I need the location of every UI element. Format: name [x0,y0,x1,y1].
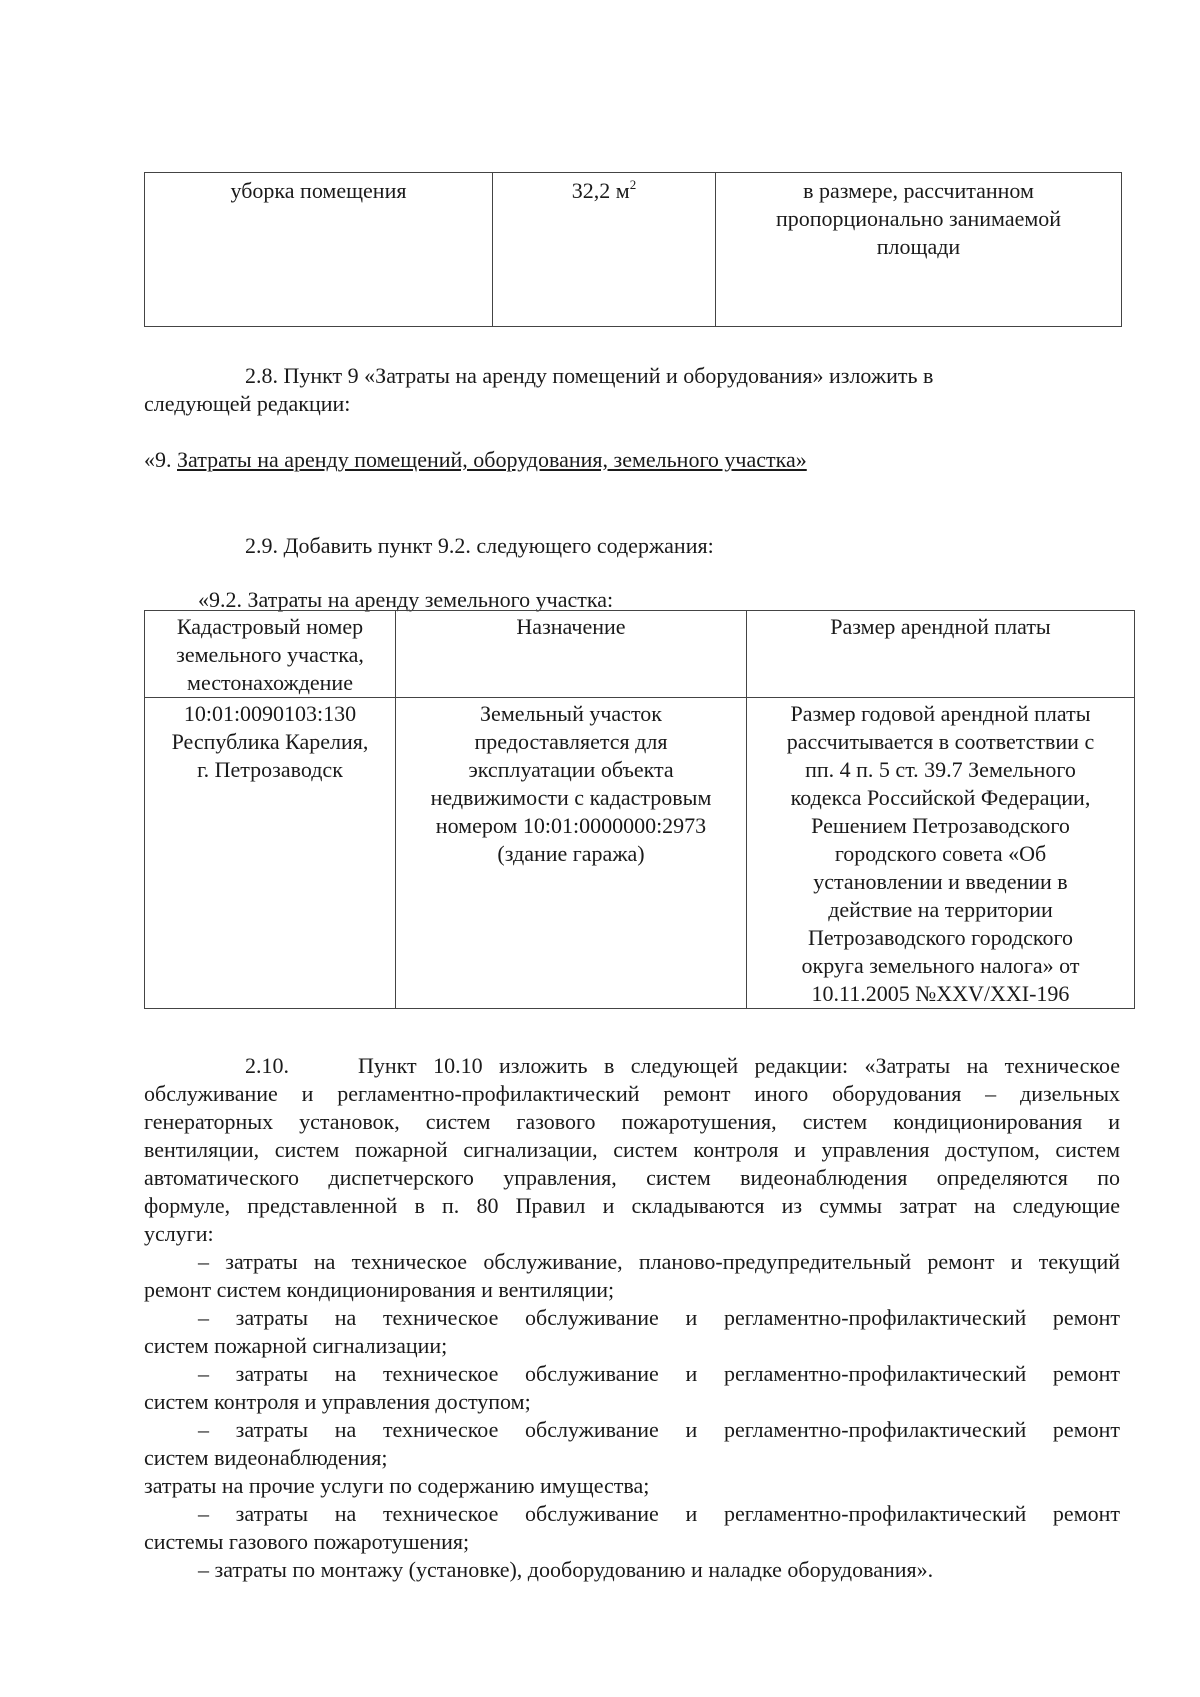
paragraph-2-8-line1: 2.8. Пункт 9 «Затраты на аренду помещений и оборудования» изложить в [245,363,934,388]
paragraph-2-9: 2.9. Добавить пункт 9.2. следующего содержания: [245,533,714,558]
list-item: – затраты по монтажу (установке), дооборудованию и наладке оборудования». [198,1557,934,1582]
list-item: – затраты на техническое обслуживание, планово-предупредительный ремонт и текущий [198,1249,1120,1274]
list-item: – затраты на техническое обслуживание и регламентно-профилактический ремонт [198,1501,1120,1526]
table-cell [716,173,1122,327]
list-item-continuation: систем видеонаблюдения; [144,1445,388,1470]
column-header: Назначение [396,611,747,698]
table-row [145,698,1135,1009]
column-header: Кадастровый номер земельного участка, местонахождение [145,611,396,698]
paragraph-2-10-line: формуле, представленной в п. 80 Правил и складываются из суммы затрат на следующие [144,1193,1120,1218]
cleaning-table [144,172,1122,327]
section-9-prefix: «9. [144,447,177,472]
area-unit-exponent: 2 [629,176,637,192]
paragraph-2-10-line: генераторных установок, систем газового пожаротушения, систем кондиционирования и [144,1109,1120,1134]
purpose-cell: Земельный участок предоставляется для эксплуатации объекта недвижимости с кадастровым номером 10:01:0000000:2973 (здание гаража) [396,698,747,1009]
table-cell [493,173,716,327]
list-item: – затраты на техническое обслуживание и регламентно-профилактический ремонт [198,1361,1120,1386]
section-9-heading [144,446,807,474]
list-item-continuation: ремонт систем кондиционирования и вентиляции; [144,1277,615,1302]
paragraph-2-10-line: автоматического диспетчерского управления, систем видеонаблюдения определяются по [144,1165,1120,1190]
list-item: – затраты на техническое обслуживание и регламентно-профилактический ремонт [198,1305,1120,1330]
paragraph-2-10-line: вентиляции, систем пожарной сигнализации, систем контроля и управления доступом, систем [144,1137,1120,1162]
paragraph-2-10-number: 2.10. [245,1053,289,1078]
payment-note: в размере, рассчитанном пропорционально занимаемой площади [775,178,1062,259]
paragraph-2-10-line: услуги: [144,1221,214,1246]
paragraph-2-10-first-line: Пункт 10.10 изложить в следующей редакции: «Затраты на техническое [358,1053,1120,1078]
table-row [145,173,1122,327]
list-item: затраты на прочие услуги по содержанию имущества; [144,1473,650,1498]
paragraph-2-10-line: обслуживание и регламентно-профилактический ремонт иного оборудования – дизельных [144,1081,1120,1106]
list-item-continuation: систем пожарной сигнализации; [144,1333,448,1358]
rent-cell: Размер годовой арендной платы рассчитывается в соответствии с пп. 4 п. 5 ст. 39.7 Земельного кодекса Российской Федерации, Решением Петрозаводского городского совета «Об установлении и введении в действие на территории Петрозаводского городского округа земельного налога» от 10.11.2005 №XXV/XXI-196 [747,698,1135,1009]
service-name: уборка помещения [230,178,407,203]
list-item: – затраты на техническое обслуживание и регламентно-профилактический ремонт [198,1417,1120,1442]
cadastral-cell: 10:01:0090103:130 Республика Карелия, г. Петрозаводск [145,698,396,1009]
table-header-row [145,611,1135,698]
paragraph-9-2: «9.2. Затраты на аренду земельного участка: [198,587,614,612]
list-item-continuation: систем контроля и управления доступом; [144,1389,531,1414]
table-cell [145,173,493,327]
list-item-continuation: системы газового пожаротушения; [144,1529,470,1554]
column-header: Размер арендной платы [747,611,1135,698]
paragraph-2-8-line2: следующей редакции: [144,391,351,416]
land-lease-table [144,610,1135,1009]
area-value: 32,2 м [571,178,630,203]
section-9-title: Затраты на аренду помещений, оборудования, земельного участка» [177,447,807,472]
